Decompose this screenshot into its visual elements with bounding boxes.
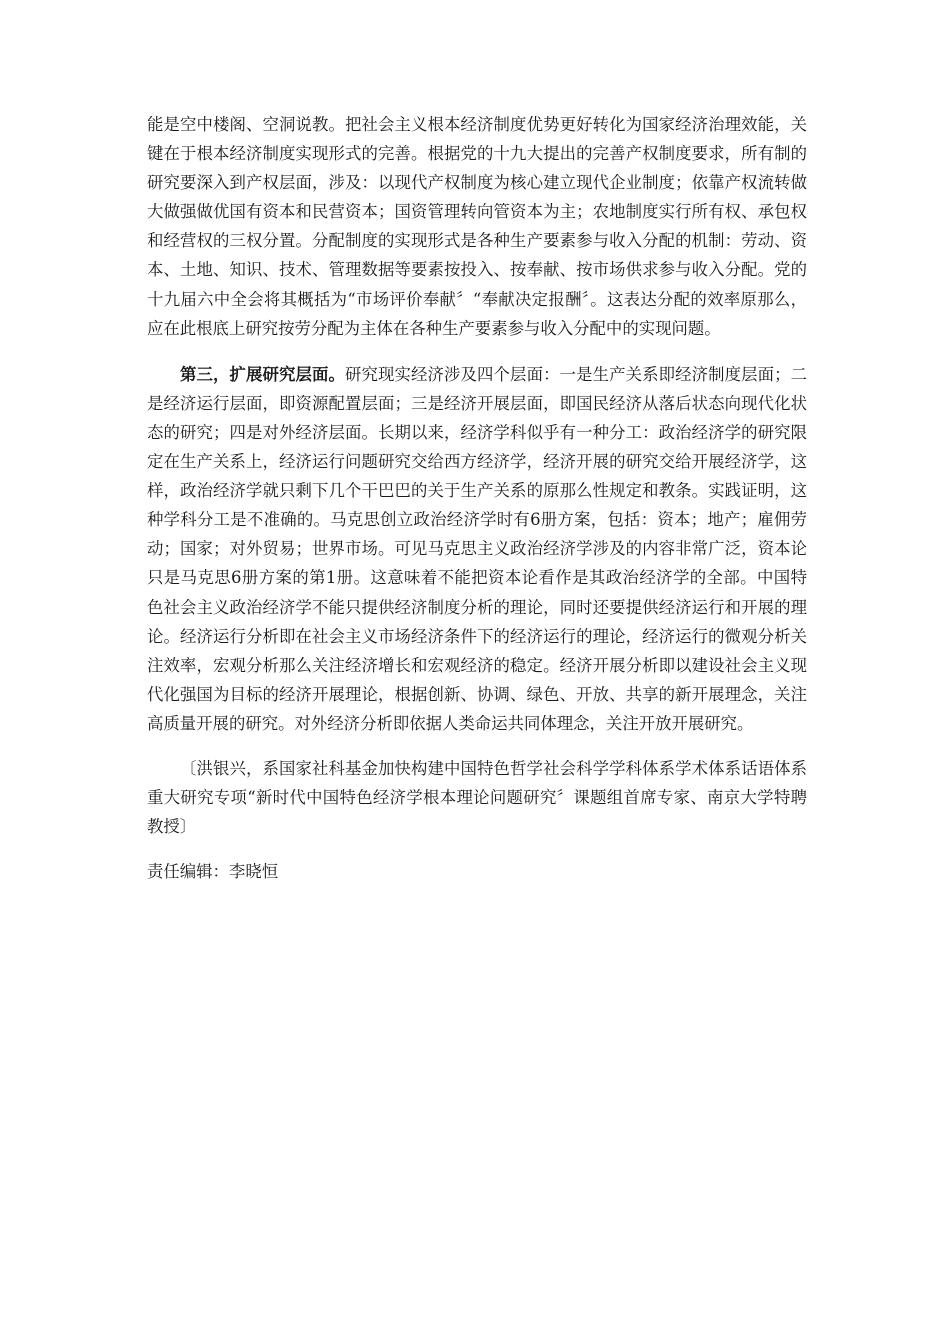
section-heading-third: 第三，扩展研究层面。 [180,364,346,384]
paragraph-research-levels [147,360,807,738]
article-body [147,110,807,886]
responsible-editor: 责任编辑：李晓恒 [147,862,279,882]
author-bio: 〔洪银兴，系国家社科基金加快构建中国特色哲学社会科学学科体系学术体系话语体系重大研究专项“新时代中国特色经济学根本理论问题研究〞课题组首席专家、南京大学特聘教授〕 [147,758,807,837]
section-body-third: 研究现实经济涉及四个层面：一是生产关系即经济制度层面；二是经济运行层面，即资源配置层面；三是经济开展层面，即国民经济从落后状态向现代化状态的研究；四是对外经济层面。长期以来，经济学科似乎有一种分工：政治经济学的研究限定在生产关系上，经济运行问题研究交给西方经济学，经济开展的研究交给开展经济学，这样，政治经济学就只剩下几个干巴巴的关于生产关系的原那么性规定和教条。实践证明，这种学科分工是不准确的。马克思创立政治经济学时有6册方案，包括：资本；地产；雇佣劳动；国家；对外贸易；世界市场。可见马克思主义政治经济学涉及的内容非常广泛，资本论只是马克思6册方案的第1册。这意味着不能把资本论看作是其政治经济学的全部。中国特色社会主义政治经济学不能只提供经济制度分析的理论，同时还要提供经济运行和开展的理论。经济运行分析即在社会主义市场经济条件下的经济运行的理论，经济运行的微观分析关注效率，宏观分析那么关注经济增长和宏观经济的稳定。经济开展分析即以建设社会主义现代化强国为目标的经济开展理论，根据创新、协调、绿色、开放、共享的新开展理念，关注高质量开展的研究。对外经济分析即依据人类命运共同体理念，关注开放开展研究。 [147,364,808,733]
paragraph-property-rights: 能是空中楼阁、空洞说教。把社会主义根本经济制度优势更好转化为国家经济治理效能，关键在于根本经济制度实现形式的完善。根据党的十九大提出的完善产权制度要求，所有制的研究要深入到产权层面，涉及：以现代产权制度为核心建立现代企业制度；依靠产权流转做大做强做优国有资本和民营资本；国资管理转向管资本为主；农地制度实行所有权、承包权和经营权的三权分置。分配制度的实现形式是各种生产要素参与收入分配的机制：劳动、资本、土地、知识、技术、管理数据等要素按投入、按奉献、按市场供求参与收入分配。党的十九届六中全会将其概括为“市场评价奉献〞“奉献决定报酬〞。这表达分配的效率原那么，应在此根底上研究按劳分配为主体在各种生产要素参与收入分配中的实现问题。 [147,115,807,338]
